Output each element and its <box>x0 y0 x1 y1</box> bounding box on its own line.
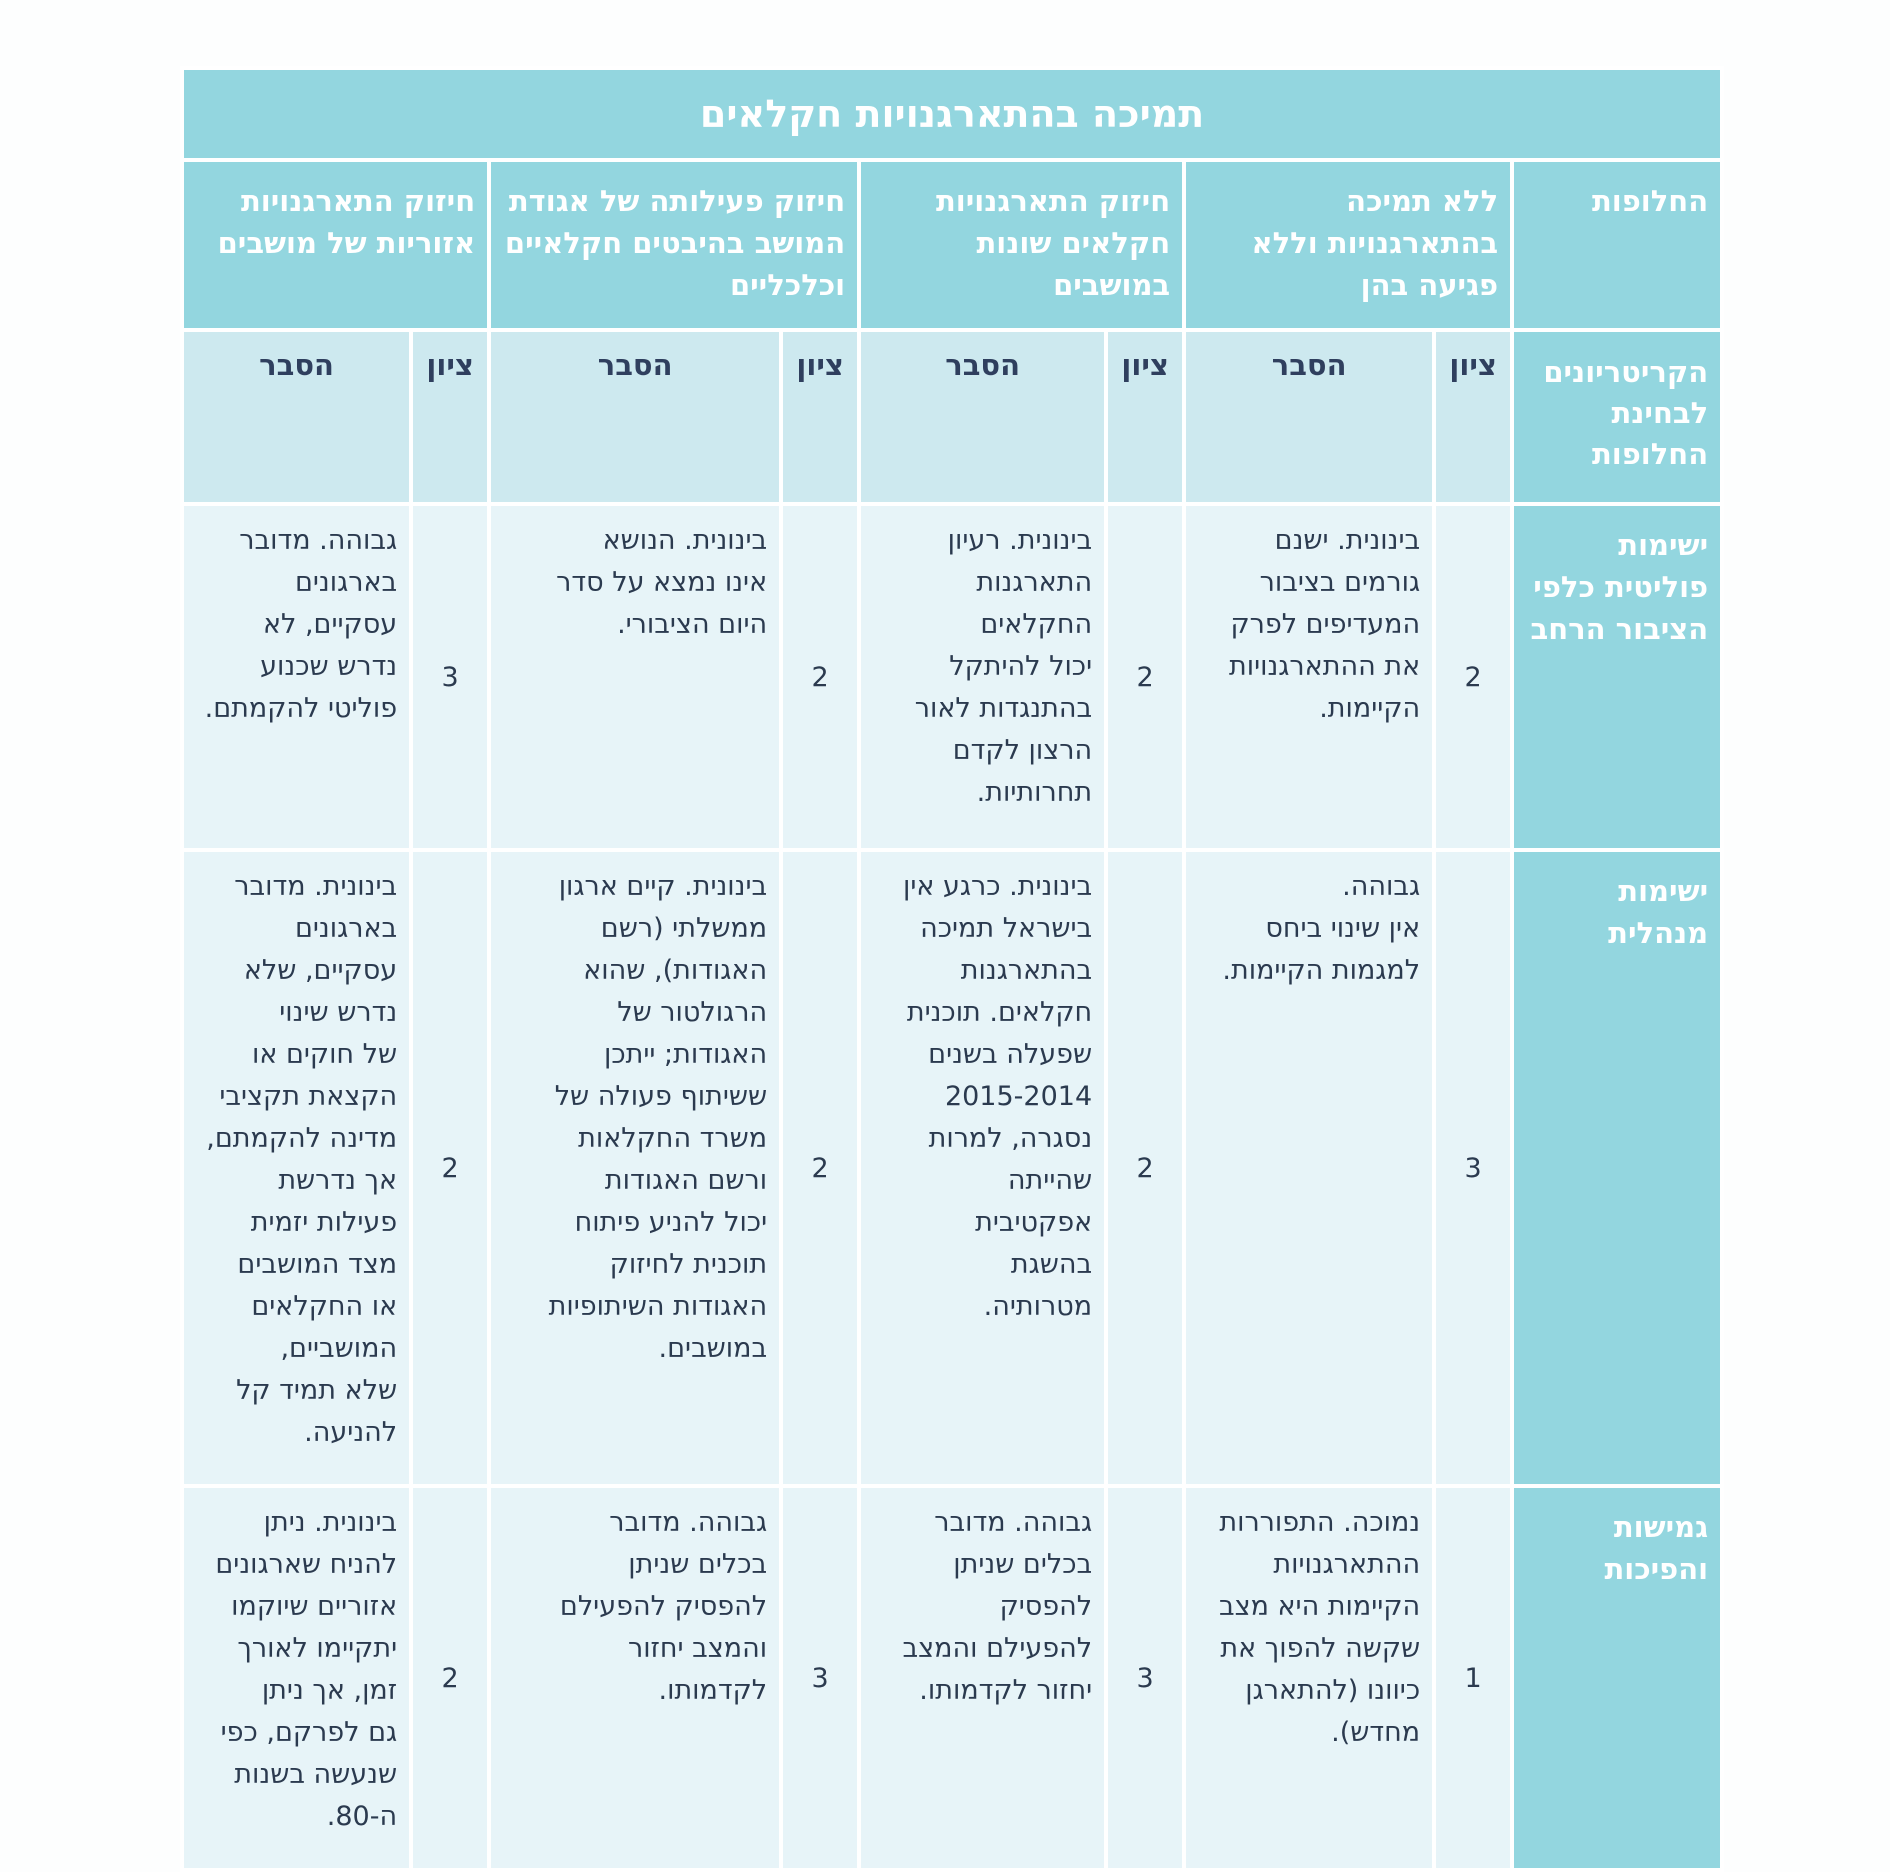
explain-cell: בינונית. קיים ארגון ממשלתי (רשם האגודות), שהוא הרגולטור של האגודות; ייתכן ששיתוף פעולה של משרד החקלאות ורשם האגודות יכול להניע פיתוח תוכנית לחיזוק האגודות השיתופיות במושבים. <box>489 850 781 1486</box>
explain-cell: בינונית. רעיון התארגנות החקלאים יכול להיתקל בהתנגדות לאור הרצון לקדם תחרותיות. <box>859 504 1106 850</box>
explain-cell: בינונית. הנושא אינו נמצא על סדר היום הציבורי. <box>489 504 781 850</box>
explain-cell: גבוהה. מדובר בכלים שניתן להפסיק להפעילם והמצב יחזור לקדמותו. <box>859 1486 1106 1870</box>
table-row <box>182 1486 1722 1870</box>
score-cell: 2 <box>1106 504 1184 850</box>
table-row <box>182 850 1722 1486</box>
criterion-cell: ישימות מנהלית <box>1512 850 1722 1486</box>
explain-header: הסבר <box>182 330 411 504</box>
score-cell: 2 <box>781 504 859 850</box>
alternatives-label: החלופות <box>1512 160 1722 330</box>
alternative-header-4: חיזוק התארגנויות אזוריות של מושבים <box>182 160 489 330</box>
score-cell: 2 <box>411 1486 489 1870</box>
table-row <box>182 504 1722 850</box>
score-cell: 3 <box>781 1486 859 1870</box>
explain-cell: בינונית. ניתן להניח שארגונים אזוריים שיוקמו יתקיימו לאורך זמן, אך ניתן גם לפרקם, כפי שנעשה בשנות ה-80. <box>182 1486 411 1870</box>
explain-cell: בינונית. ישנם גורמים בציבור המעדיפים לפרק את ההתארגנויות הקיימות. <box>1184 504 1434 850</box>
explain-cell: גבוהה. מדובר בכלים שניתן להפסיק להפעילם והמצב יחזור לקדמותו. <box>489 1486 781 1870</box>
alternative-header-1: ללא תמיכה בהתארגנויות וללא פגיעה בהן <box>1184 160 1512 330</box>
explain-cell: גבוהה. אין שינוי ביחס למגמות הקיימות. <box>1184 850 1434 1486</box>
explain-cell: נמוכה. התפוררות ההתארגנויות הקיימות היא מצב שקשה להפוך את כיוונו (להתארגן מחדש). <box>1184 1486 1434 1870</box>
score-cell: 2 <box>411 850 489 1486</box>
score-header: ציון <box>1106 330 1184 504</box>
criteria-label: הקריטריונים לבחינת החלופות <box>1512 330 1722 504</box>
explain-cell: בינונית. כרגע אין בישראל תמיכה בהתארגנות חקלאים. תוכנית שפעלה בשנים 2015-2014 נסגרה, למרות שהייתה אפקטיבית בהשגת מטרותיה. <box>859 850 1106 1486</box>
score-cell: 2 <box>1106 850 1184 1486</box>
score-header: ציון <box>411 330 489 504</box>
explain-header: הסבר <box>859 330 1106 504</box>
score-cell: 1 <box>1434 1486 1512 1870</box>
explain-header: הסבר <box>1184 330 1434 504</box>
alternative-header-2: חיזוק התארגנויות חקלאים שונות במושבים <box>859 160 1184 330</box>
comparison-table <box>180 66 1724 1872</box>
score-cell: 3 <box>1106 1486 1184 1870</box>
criterion-cell: ישימות פוליטית כלפי הציבור הרחב <box>1512 504 1722 850</box>
score-header: ציון <box>1434 330 1512 504</box>
score-cell: 3 <box>1434 850 1512 1486</box>
explain-cell: בינונית. מדובר בארגונים עסקיים, שלא נדרש שינוי של חוקים או הקצאת תקציבי מדינה להקמתם, אך נדרשת פעילות יזמית מצד המושבים או החקלאים המושביים, שלא תמיד קל להניעה. <box>182 850 411 1486</box>
score-header: ציון <box>781 330 859 504</box>
score-cell: 3 <box>411 504 489 850</box>
table-title: תמיכה בהתארגנויות חקלאים <box>182 68 1722 160</box>
explain-cell: גבוהה. מדובר בארגונים עסקיים, לא נדרש שכנוע פוליטי להקמתם. <box>182 504 411 850</box>
score-cell: 2 <box>781 850 859 1486</box>
score-cell: 2 <box>1434 504 1512 850</box>
alternative-header-3: חיזוק פעילותה של אגודת המושב בהיבטים חקלאיים וכלכליים <box>489 160 859 330</box>
explain-header: הסבר <box>489 330 781 504</box>
comparison-table-container <box>180 66 1720 1872</box>
criterion-cell: גמישות והפיכות <box>1512 1486 1722 1870</box>
